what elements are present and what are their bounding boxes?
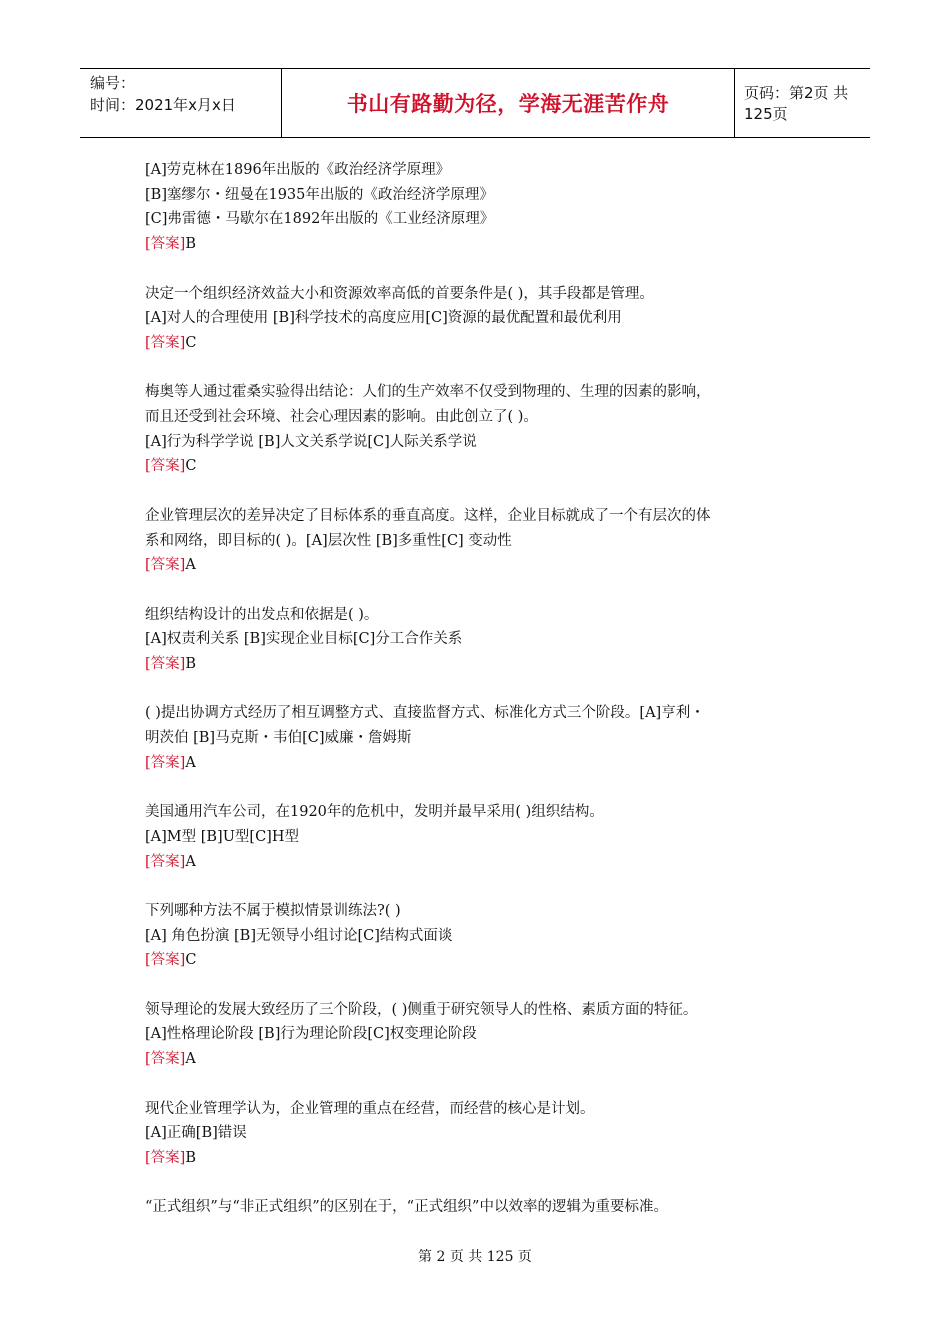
answer-line [145, 751, 817, 776]
answer-line [145, 1146, 817, 1171]
question-block [145, 800, 817, 874]
question-line: 明茨伯 [B]马克斯・韦伯[C]威廉・詹姆斯 [145, 730, 412, 747]
question-line: 领导理论的发展大致经历了三个阶段，( )侧重于研究领导人的性格、素质方面的特征。 [145, 1001, 698, 1018]
answer-label: [答案] [145, 557, 186, 574]
answer-line [145, 948, 817, 973]
question-line: 而且还受到社会环境、社会心理因素的影响。由此创立了( )。 [145, 409, 538, 425]
page-header [80, 68, 870, 138]
answer-label: [答案] [145, 458, 186, 475]
answer-value: B [185, 656, 196, 672]
question-line: [B]塞缪尔・纽曼在1935年出版的《政治经济学原理》 [145, 186, 494, 203]
answer-label: [答案] [145, 1149, 186, 1166]
question-line: [A] 角色扮演 [B]无领导小组讨论[C]结构式面谈 [145, 927, 453, 944]
question-block [145, 1195, 817, 1220]
question-line: [A]性格理论阶段 [B]行为理论阶段[C]权变理论阶段 [145, 1026, 477, 1043]
answer-label: [答案] [145, 656, 186, 672]
question-block [145, 899, 817, 973]
answer-label: [答案] [145, 236, 186, 253]
question-block [145, 603, 817, 677]
answer-value: A [185, 557, 196, 574]
question-line: [A]正确[B]错误 [145, 1125, 247, 1142]
question-line: [A]行为科学学说 [B]人文关系学说[C]人际关系学说 [145, 433, 477, 450]
answer-label: [答案] [145, 853, 186, 870]
answer-value: C [185, 458, 197, 475]
answer-line [145, 850, 817, 875]
header-left-cell [80, 69, 282, 137]
number-label: 编号： [90, 74, 136, 92]
question-line: ( )提出协调方式经历了相互调整方式、直接监督方式、标准化方式三个阶段。[A]亨利・ [145, 705, 705, 722]
answer-line [145, 454, 817, 479]
question-block [145, 1097, 817, 1171]
question-line: 美国通用汽车公司，在1920年的危机中，发明并最早采用( )组织结构。 [145, 804, 604, 821]
answer-label: [答案] [145, 1051, 186, 1068]
answer-value: A [185, 754, 196, 771]
header-motto-cell [282, 69, 735, 137]
question-block [145, 504, 817, 578]
question-line: 下列哪种方法不属于模拟情景训练法?( ) [145, 902, 401, 919]
answer-value: B [185, 236, 196, 253]
answer-line [145, 553, 817, 578]
answer-label: [答案] [145, 952, 186, 969]
answer-line [145, 1047, 817, 1072]
question-block [145, 380, 817, 479]
page-info: 页码：第2页 共125页 [744, 84, 849, 123]
question-block [145, 998, 817, 1072]
question-line: [A]对人的合理使用 [B]科学技术的高度应用[C]资源的最优配置和最优利用 [145, 310, 622, 327]
question-block [145, 282, 817, 356]
question-line: 梅奥等人通过霍桑实验得出结论：人们的生产效率不仅受到物理的、生理的因素的影响， [145, 384, 711, 401]
time-label: 时间：2021年x月x日 [90, 96, 236, 114]
answer-line [145, 232, 817, 257]
answer-label: [答案] [145, 334, 186, 351]
header-page-info-cell [734, 69, 870, 137]
question-block [145, 701, 817, 775]
answer-label: [答案] [145, 754, 186, 771]
question-line: 企业管理层次的差异决定了目标体系的垂直高度。这样，企业目标就成了一个有层次的体 [145, 507, 711, 524]
question-line: 决定一个组织经济效益大小和资源效率高低的首要条件是( )，其手段都是管理。 [145, 285, 654, 302]
answer-value: A [185, 1051, 196, 1068]
answer-line [145, 331, 817, 356]
answer-value: C [185, 334, 197, 351]
question-list [145, 158, 817, 1245]
page-footer: 第 2 页 共 125 页 [418, 1249, 532, 1265]
question-block [145, 158, 817, 257]
motto-text: 书山有路勤为径，学海无涯苦作舟 [346, 92, 670, 116]
question-line: 系和网络，即目标的( )。[A]层次性 [B]多重性[C] 变动性 [145, 532, 512, 549]
question-line: 现代企业管理学认为，企业管理的重点在经营，而经营的核心是计划。 [145, 1100, 595, 1117]
question-line: “正式组织”与“非正式组织”的区别在于，“正式组织”中以效率的逻辑为重要标准。 [145, 1199, 668, 1216]
question-line: [A]M型 [B]U型[C]H型 [145, 828, 299, 845]
question-line: 组织结构设计的出发点和依据是( )。 [145, 606, 379, 623]
question-line: [C]弗雷德・马歇尔在1892年出版的《工业经济原理》 [145, 211, 495, 228]
answer-value: A [185, 853, 196, 870]
question-line: [A]劳克林在1896年出版的《政治经济学原理》 [145, 162, 451, 178]
question-line: [A]权责利关系 [B]实现企业目标[C]分工合作关系 [145, 631, 463, 648]
answer-line [145, 652, 817, 677]
answer-value: B [185, 1149, 196, 1166]
answer-value: C [185, 952, 197, 969]
